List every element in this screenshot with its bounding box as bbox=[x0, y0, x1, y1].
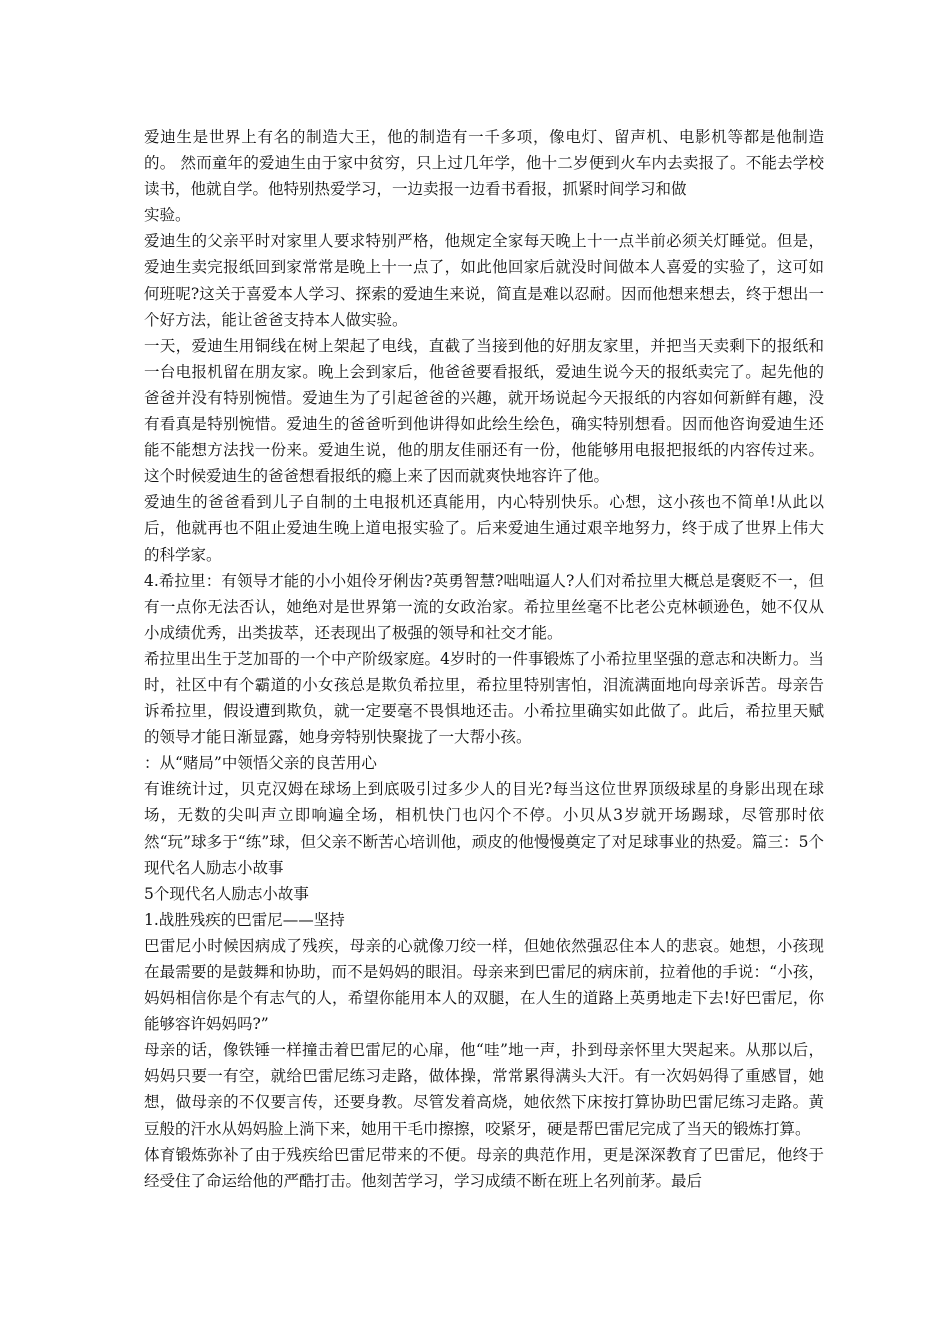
paragraph-barany-training: 母亲的话，像铁锤一样撞击着巴雷尼的心扉，他“哇”地一声，扑到母亲怀里大哭起来。从那以后，妈妈只要一有空，就给巴雷尼练习走路，做体操，常常累得满头大汗。有一次妈妈得了重感冒，她想，做母亲的不仅要言传，还要身教。尽管发着高烧，她依然下床按打算协助巴雷尼练习走路。黄豆般的汗水从妈妈脸上淌下来，她用干毛巾擦擦，咬紧牙，硬是帮巴雷尼完成了当天的锻炼打算。 bbox=[144, 1041, 824, 1138]
paragraph-barany-mother: 巴雷尼小时候因病成了残疾，母亲的心就像刀绞一样，但她依然强忍住本人的悲哀。她想，小孩现在最需要的是鼓舞和协助，而不是妈妈的眼泪。母亲来到巴雷尼的病床前，拉着他的手说：“小孩，妈妈相信你是个有志气的人，希望你能用本人的双腿，在人生的道路上英勇地走下去!好巴雷尼，你能够容许妈妈吗?” bbox=[144, 936, 824, 1034]
document-body bbox=[144, 124, 824, 1194]
paragraph-beckham-story: 有谁统计过，贝克汉姆在球场上到底吸引过多少人的目光?每当这位世界顶级球星的身影出现在球场，无数的尖叫声立即响遍全场，相机快门也闪个不停。小贝从3岁就开场踢球，尽管那时依然“玩”球多于“练”球，但父亲不断苦心培训他，顽皮的他慢慢奠定了对足球事业的热爱。篇三：5个现代名人励志小故事 bbox=[144, 780, 824, 877]
paragraph-barany-result: 体育锻炼弥补了由于残疾给巴雷尼带来的不便。母亲的典范作用，更是深深教育了巴雷尼，他终于经受住了命运给他的严酷打击。他刻苦学习，学习成绩不断在班上名列前茅。最后 bbox=[144, 1145, 824, 1190]
paragraph-edison-intro: 爱迪生是世界上有名的制造大王，他的制造有一千多项，像电灯、留声机、电影机等都是他制造的。 然而童年的爱迪生由于家中贫穷，只上过几年学，他十二岁便到火车内去卖报了。不能去学校读书，他就自学。他特别热爱学习，一边卖报一边看书看报，抓紧时间学习和做 bbox=[144, 128, 824, 199]
paragraph-edison-telegraph: 一天，爱迪生用铜线在树上架起了电线，直截了当接到他的好朋友家里，并把当天卖剩下的报纸和一台电报机留在朋友家。晚上会到家后，他爸爸要看报纸，爱迪生说今天的报纸卖完了。起先他的爸爸并没有特别惋惜。爱迪生为了引起爸爸的兴趣，就开场说起今天报纸的内容如何新鲜有趣，没有看真是特别惋惜。爱迪生的爸爸听到他讲得如此绘生绘色，确实特别想看。因而他咨询爱迪生还能不能想方法找一份来。爱迪生说，他的朋友佳丽还有一份，他能够用电报把报纸的内容传过来。这个时候爱迪生的爸爸想看报纸的瘾上来了因而就爽快地容许了他。 bbox=[144, 336, 824, 486]
paragraph-hillary-intro: 4.希拉里：有领导才能的小小姐伶牙俐齿?英勇智慧?咄咄逼人?人们对希拉里大概总是褒贬不一，但有一点你无法否认，她绝对是世界第一流的女政治家。希拉里丝毫不比老公克林顿逊色，她不仅从小成绩优秀，出类拔萃，还表现出了极强的领导和社交才能。 bbox=[144, 571, 824, 642]
paragraph-beckham-heading: ：从“赌局”中领悟父亲的良苦用心 bbox=[144, 754, 377, 773]
paragraph-hillary-childhood: 希拉里出生于芝加哥的一个中产阶级家庭。4岁时的一件事锻炼了小希拉里坚强的意志和决断力。当时，社区中有个霸道的小女孩总是欺负希拉里，希拉里特别害怕，泪流满面地向母亲诉苦。母亲告诉希拉里，假设遭到欺负，就一定要毫不畏惧地还击。小希拉里确实如此做了。此后，希拉里天赋的领导才能日渐显露，她身旁特别快聚拢了一大帮小孩。 bbox=[144, 649, 824, 747]
story-heading-barany: 1.战胜残疾的巴雷尼——坚持 bbox=[144, 910, 345, 929]
section-title: 5个现代名人励志小故事 bbox=[144, 884, 309, 903]
paragraph-edison-experiment: 实验。 bbox=[144, 206, 191, 225]
paragraph-edison-success: 爱迪生的爸爸看到儿子自制的土电报机还真能用，内心特别快乐。心想，这小孩也不简单!从此以后，他就再也不阻止爱迪生晚上道电报实验了。后来爱迪生通过艰辛地努力，终于成了世界上伟大的科学家。 bbox=[144, 493, 824, 564]
paragraph-edison-father: 爱迪生的父亲平时对家里人要求特别严格，他规定全家每天晚上十一点半前必须关灯睡觉。但是，爱迪生卖完报纸回到家常常是晚上十一点了，如此他回家后就没时间做本人喜爱的实验了，这可如何班呢?这关于喜爱本人学习、探索的爱迪生来说，简直是难以忍耐。因而他想来想去，终于想出一个好方法，能让爸爸支持本人做实验。 bbox=[144, 232, 824, 329]
